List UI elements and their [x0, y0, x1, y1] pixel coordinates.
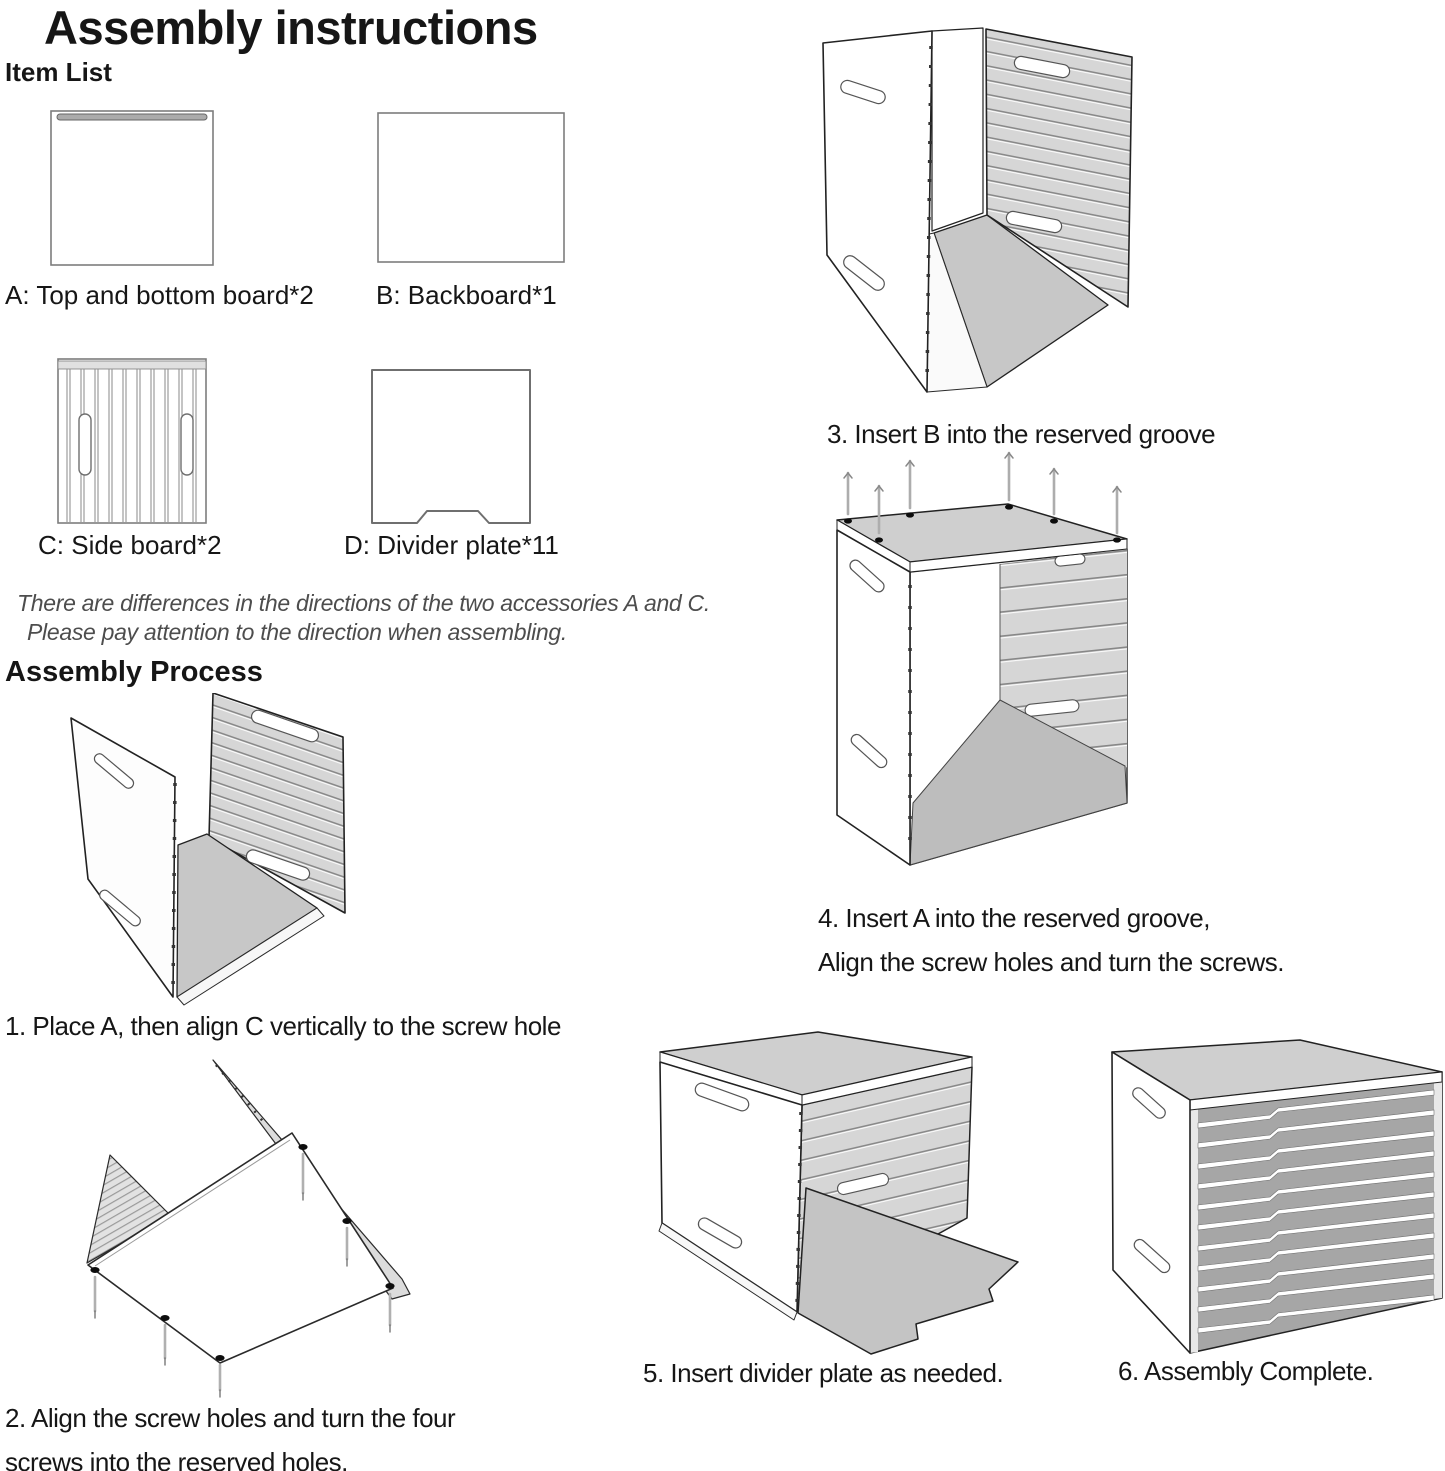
direction-note-line1: There are differences in the directions of the two accessories A and C.	[17, 590, 710, 616]
front-edge-band	[1190, 1099, 1198, 1353]
left-side-board	[71, 718, 175, 997]
figure-item-a	[50, 110, 214, 266]
direction-note-line2: Please pay attention to the direction when assembling.	[27, 619, 567, 645]
handle-slot	[181, 414, 193, 475]
figure-item-b	[377, 112, 565, 263]
backboard-inserted	[932, 28, 983, 231]
direction-note	[17, 589, 710, 647]
step-2-caption-line2: screws into the reserved holes.	[5, 1447, 348, 1471]
step-4-caption	[818, 896, 1284, 984]
backboard-outline	[378, 113, 564, 262]
side-board-top-strip	[58, 361, 206, 369]
board-groove-strip	[57, 114, 207, 120]
front-edge-band	[1434, 1072, 1442, 1299]
item-a-label: A: Top and bottom board*2	[5, 280, 314, 310]
step-2-caption-line1: 2. Align the screw holes and turn the four	[5, 1403, 456, 1433]
item-list-heading: Item List	[5, 57, 112, 87]
step-2-caption	[5, 1396, 455, 1471]
figure-step-4	[833, 450, 1248, 895]
figure-step-3	[808, 16, 1248, 416]
figure-step-2	[58, 1053, 438, 1408]
item-b-label: B: Backboard*1	[376, 280, 557, 310]
top-bottom-board-outline	[51, 111, 213, 265]
step-3-caption: 3. Insert B into the reserved groove	[827, 419, 1216, 449]
step-4-caption-line1: 4. Insert A into the reserved groove,	[818, 903, 1210, 933]
figure-step-5	[645, 1020, 1115, 1355]
figure-item-c	[57, 358, 207, 524]
left-side-board	[823, 31, 932, 392]
item-d-label: D: Divider plate*11	[344, 530, 559, 560]
step-6-caption: 6. Assembly Complete.	[1118, 1356, 1374, 1386]
item-c-label: C: Side board*2	[38, 530, 222, 560]
page-title: Assembly instructions	[44, 1, 538, 54]
figure-item-d	[370, 368, 532, 526]
divider-plate-outline	[372, 370, 530, 523]
figure-step-6	[1100, 1026, 1445, 1360]
handle-slot	[79, 414, 91, 475]
step-4-caption-line2: Align the screw holes and turn the screws.	[818, 947, 1285, 977]
assembly-process-heading: Assembly Process	[5, 656, 263, 688]
step-1-caption: 1. Place A, then align C vertically to the screw hole	[5, 1011, 561, 1041]
figure-step-1	[70, 693, 440, 1015]
step-5-caption: 5. Insert divider plate as needed.	[643, 1358, 1004, 1388]
